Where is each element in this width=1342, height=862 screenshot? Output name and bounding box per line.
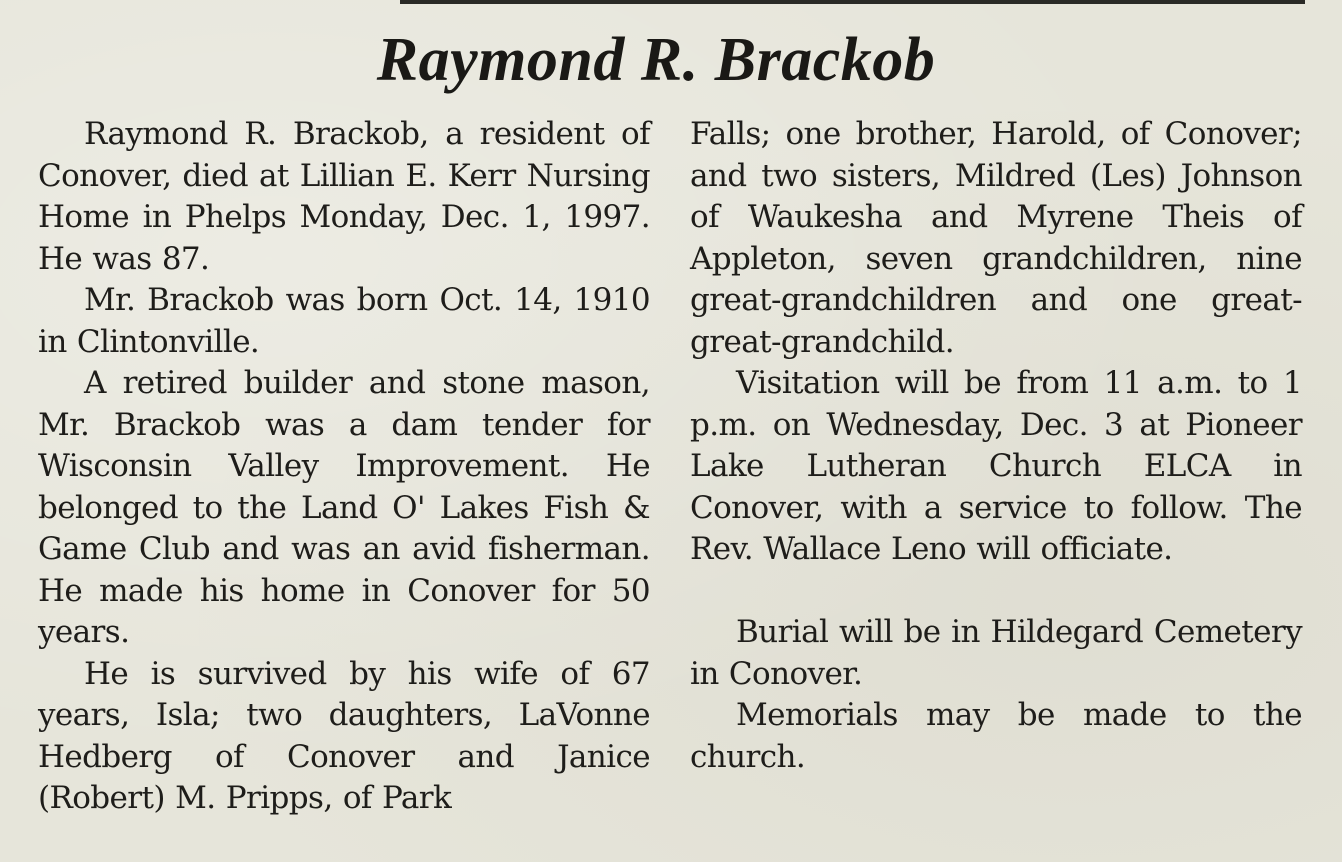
left-column bbox=[38, 114, 650, 820]
survivors-continued-paragraph: Falls; one brother, Harold, of Conover; and two sisters, Mildred (Les) Johnson of Waukesha and Myrene Theis of Appleton, seven grandchildren, nine great-grandchildren and one great-great-grandchild. bbox=[690, 116, 1302, 360]
right-column bbox=[690, 114, 1302, 778]
top-rule-divider bbox=[400, 0, 1305, 4]
death-notice-paragraph: Raymond R. Brackob, a resident of Conover, died at Lillian E. Kerr Nursing Home in Phelps Monday, Dec. 1, 1997. He was 87. bbox=[38, 116, 650, 277]
survivors-paragraph: He is survived by his wife of 67 years, Isla; two daughters, LaVonne Hedberg of Conover and Janice (Robert) M. Pripps, of Park bbox=[38, 655, 650, 816]
burial-paragraph: Burial will be in Hildegard Cemetery in Conover. bbox=[690, 614, 1302, 692]
birth-paragraph: Mr. Brackob was born Oct. 14, 1910 in Clintonville. bbox=[38, 282, 650, 360]
memorials-paragraph: Memorials may be made to the church. bbox=[690, 697, 1302, 775]
visitation-paragraph: Visitation will be from 11 a.m. to 1 p.m. on Wednesday, Dec. 3 at Pioneer Lake Lutheran Church ELCA in Conover, with a service to follow. The Rev. Wallace Leno will officiate. bbox=[690, 365, 1302, 567]
career-paragraph: A retired builder and stone mason, Mr. Brackob was a dam tender for Wisconsin Valley Improvement. He belonged to the Land O' Lakes Fish & Game Club and was an avid fisherman. He made his home in Conover for 50 years. bbox=[38, 365, 650, 650]
obituary-headline: Raymond R. Brackob bbox=[376, 26, 936, 94]
